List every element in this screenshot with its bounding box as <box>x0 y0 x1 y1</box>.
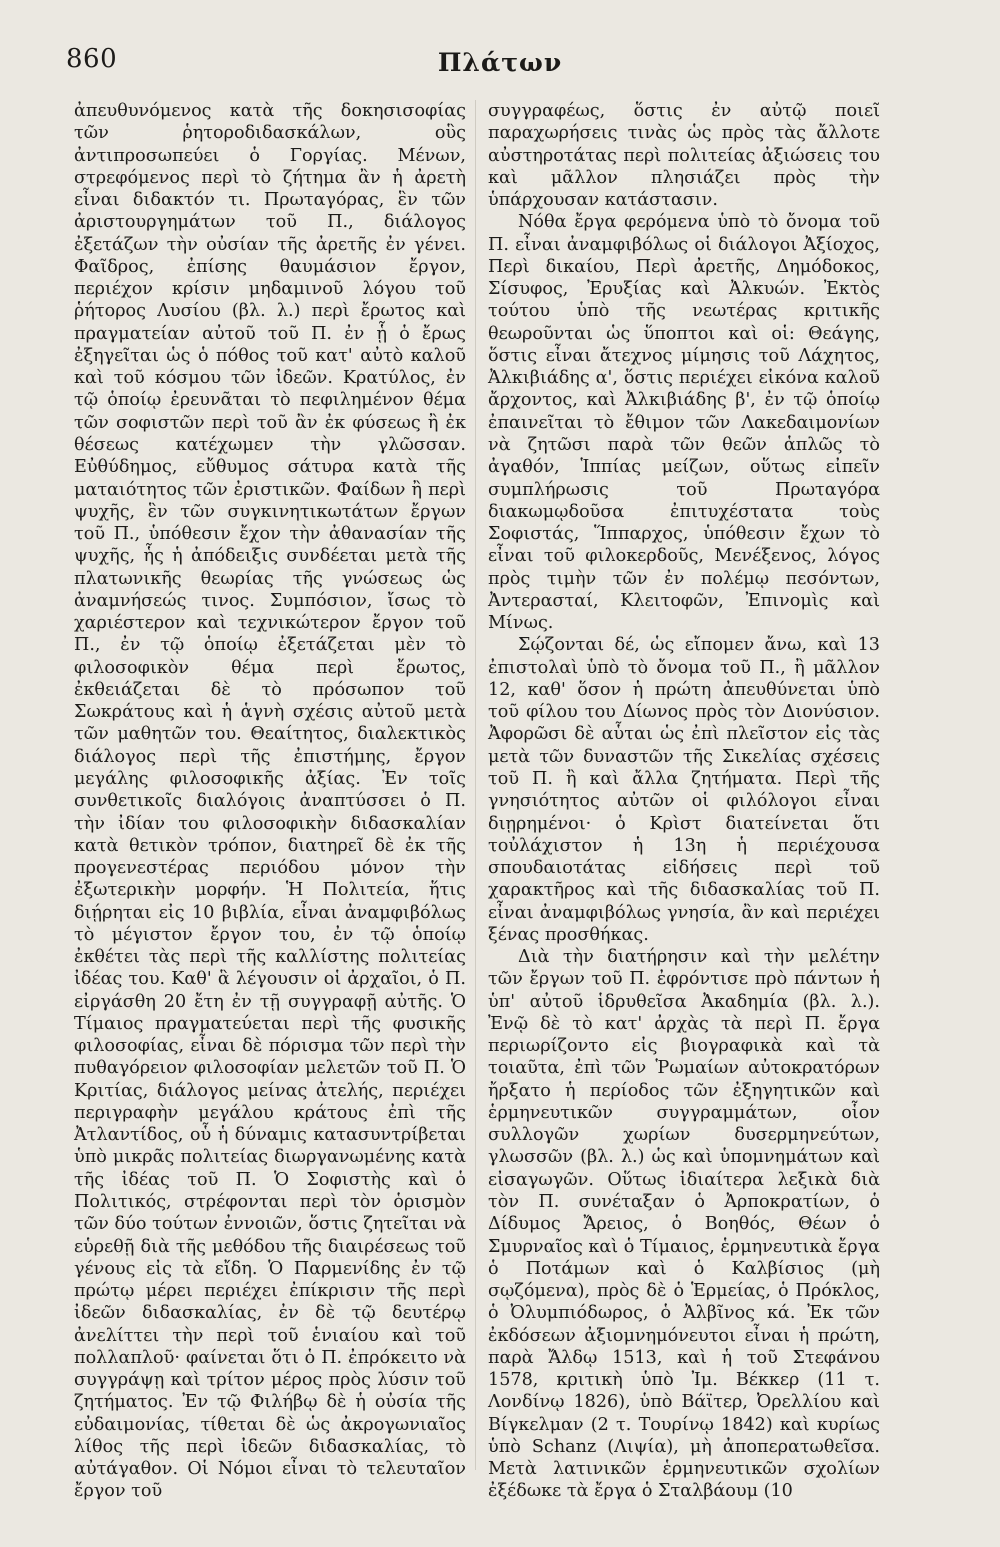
right-paragraph-2: Νόθα ἔργα φερόμενα ὑπὸ τὸ ὄνομα τοῦ Π. εἶναι ἀναμφιβόλως οἱ διάλογοι Ἀξίοχος, Περὶ δικαίου, Περὶ ἀρετῆς, Δημόδοκος, Σίσυφος, Ἐρυξίας καὶ Ἀλκυών. Ἐκτὸς τούτου ὑπὸ τῆς νεωτέρας κριτικῆς θεωροῦνται ὡς ὕποπτοι καὶ οἱ: Θεάγης, ὅστις εἶναι ἄτεχνος μίμησις τοῦ Λάχητος, Ἀλκιβιάδης α', ὅστις περιέχει εἰκόνα καλοῦ ἄρχοντος, καὶ Ἀλκιβιάδης β', ἐν τῷ ὁποίῳ ἐπαινεῖται τὸ ἔθιμον τῶν Λακεδαιμονίων νὰ ζητῶσι παρὰ τῶν θεῶν ἁπλῶς τὸ ἀγαθόν, Ἱππίας μείζων, οὕτως εἰπεῖν συμπλήρωσις τοῦ Πρωταγόρα διακωμῳδοῦσα ἐπιτυχέστατα τοὺς Σοφιστάς, Ἵππαρχος, ὑπόθεσιν ἔχων τὸ εἶναι τοῦ φιλοκερδοῦς, Μενέξενος, λόγος πρὸς τιμὴν τῶν ἐν πολέμῳ πεσόντων, Ἀντερασταί, Κλειτοφῶν, Ἐπινομὶς καὶ Μίνως. <box>488 212 880 634</box>
column-divider <box>475 100 476 1470</box>
right-paragraph-3: Σῴζονται δέ, ὡς εἴπομεν ἄνω, καὶ 13 ἐπιστολαὶ ὑπὸ τὸ ὄνομα τοῦ Π., ἢ μᾶλλον 12, καθ' ὅσον ἡ πρώτη ἀπευθύνεται ὑπὸ τοῦ φίλου του Δίωνος πρὸς τὸν Διονύσιον. Ἀφορῶσι δὲ αὗται ὡς ἐπὶ πλεῖστον εἰς τὰς μετὰ τῶν δυναστῶν τῆς Σικελίας σχέσεις τοῦ Π. ἢ καὶ ἄλλα ζητήματα. Περὶ τῆς γνησιότητος αὐτῶν οἱ φιλόλογοι εἶναι διῃρημένοι· ὁ Κρὶστ διατείνεται ὅτι τοὐλάχιστον ἡ 13η ἡ περιέχουσα σπουδαιοτάτας εἰδήσεις περὶ τοῦ χαρακτῆρος καὶ τῆς διδασκαλίας τοῦ Π. εἶναι ἀναμφιβόλως γνησία, ἂν καὶ περιέχει ξένας προσθήκας. <box>488 635 880 945</box>
right-paragraph-1: συγγραφέως, ὅστις ἐν αὐτῷ ποιεῖ παραχωρήσεις τινὰς ὡς πρὸς τὰς ἄλλοτε αὐστηροτάτας περὶ πολιτείας ἀξιώσεις του καὶ μᾶλλον πλησιάζει πρὸς τὴν ὑπάρχουσαν κατάστασιν. <box>488 101 880 211</box>
running-title: Πλάτων <box>437 48 563 77</box>
left-column <box>74 100 466 1503</box>
left-column-text: ἀπευθυνόμενος κατὰ τῆς δοκησισοφίας τῶν ῥητοροδιδασκάλων, οὓς ἀντιπροσωπεύει ὁ Γοργίας. Μένων, στρεφόμενος περὶ τὸ ζήτημα ἂν ἡ ἀρετὴ εἶναι διδακτόν τι. Πρωταγόρας, ἓν τῶν ἀριστουργημάτων τοῦ Π., διάλογος ἐξετάζων τὴν οὐσίαν τῆς ἀρετῆς ἐν γένει. Φαῖδρος, ἐπίσης θαυμάσιον ἔργον, περιέχον κρίσιν μηδαμινοῦ λόγου τοῦ ῥήτορος Λυσίου (βλ. λ.) περὶ ἔρωτος καὶ πραγματείαν αὐτοῦ τοῦ Π. ἐν ᾗ ὁ ἔρως ἐξηγεῖται ὡς ὁ πόθος τοῦ κατ' αὐτὸ καλοῦ καὶ τοῦ κόσμου τῶν ἰδεῶν. Κρατύλος, ἐν τῷ ὁποίῳ ἐρευνᾶται τὸ πεφιλημένον θέμα τῶν σοφιστῶν περὶ τοῦ ἂν ἐκ φύσεως ἢ ἐκ θέσεως κατέχωμεν τὴν γλῶσσαν. Εὐθύδημος, εὔθυμος σάτυρα κατὰ τῆς ματαιότητος τῶν ἐριστικῶν. Φαίδων ἢ περὶ ψυχῆς, ἓν τῶν συγκινητικωτάτων ἔργων τοῦ Π., ὑπόθεσιν ἔχον τὴν ἀθανασίαν τῆς ψυχῆς, ἧς ἡ ἀπόδειξις συνδέεται μετὰ τῆς πλατωνικῆς θεωρίας τῆς γνώσεως ὡς ἀναμνήσεώς τινος. Συμπόσιον, ἴσως τὸ χαριέστερον καὶ τεχνικώτερον ἔργον τοῦ Π., ἐν τῷ ὁποίῳ ἐξετάζεται μὲν τὸ φιλοσοφικὸν θέμα περὶ ἔρωτος, ἐκθειάζεται δὲ τὸ πρόσωπον τοῦ Σωκράτους καὶ ἡ ἁγνὴ σχέσις αὐτοῦ μετὰ τῶν μαθητῶν του. Θεαίτητος, διαλεκτικὸς διάλογος περὶ τῆς ἐπιστήμης, ἔργον μεγάλης φιλοσοφικῆς ἀξίας. Ἐν τοῖς συνθετικοῖς διαλόγοις ἀναπτύσσει ὁ Π. τὴν ἰδίαν του φιλοσοφικὴν διδασκαλίαν κατὰ θετικὸν τρόπον, διατηρεῖ δὲ ἐκ τῆς προγενεστέρας περιόδου μόνον τὴν ἐξωτερικὴν μορφήν. Ἡ Πολιτεία, ἥτις διῄρηται εἰς 10 βιβλία, εἶναι ἀναμφιβόλως τὸ μέγιστον ἔργον του, ἐν τῷ ὁποίῳ ἐκθέτει τὰς περὶ τῆς καλλίστης πολιτείας ἰδέας του. Καθ' ἃ λέγουσιν οἱ ἀρχαῖοι, ὁ Π. εἰργάσθη 20 ἔτη ἐν τῇ συγγραφῇ αὐτῆς. Ὁ Τίμαιος πραγματεύεται περὶ τῆς φυσικῆς φιλοσοφίας, εἶναι δὲ πόρισμα τῶν περὶ τὴν πυθαγόρειον φιλοσοφίαν μελετῶν τοῦ Π. Ὁ Κριτίας, διάλογος μείνας ἀτελής, περιέχει περιγραφὴν μεγάλου κράτους ἐπὶ τῆς Ἀτλαντίδος, οὗ ἡ δύναμις κατασυντρίβεται ὑπὸ μικρᾶς πολιτείας διωργανωμένης κατὰ τῆς ἰδέας τοῦ Π. Ὁ Σοφιστὴς καὶ ὁ Πολιτικός, στρέφονται περὶ τὸν ὁρισμὸν τῶν δύο τούτων ἐννοιῶν, ὅστις ζητεῖται νὰ εὑρεθῇ διὰ τῆς μεθόδου τῆς διαιρέσεως τοῦ γένους εἰς τὰ εἴδη. Ὁ Παρμενίδης ἐν τῷ πρώτῳ μέρει περιέχει ἐπίκρισιν τῆς περὶ ἰδεῶν διδασκαλίας, ἐν δὲ τῷ δευτέρῳ ἀνελίττει τὴν περὶ τοῦ ἑνιαίου καὶ τοῦ πολλαπλοῦ· φαίνεται ὅτι ὁ Π. ἐπρόκειτο νὰ συγγράψῃ καὶ τρίτον μέρος πρὸς λύσιν τοῦ ζητήματος. Ἐν τῷ Φιλήβῳ δὲ ἡ οὐσία τῆς εὐδαιμονίας, τίθεται δὲ ὡς ἀκρογωνιαῖος λίθος τῆς περὶ ἰδεῶν διδασκαλίας, τὸ αὐτάγαθον. Οἱ Νόμοι εἶναι τὸ τελευταῖον ἔργον τοῦ <box>74 101 466 1502</box>
right-paragraph-4: Διὰ τὴν διατήρησιν καὶ τὴν μελέτην τῶν ἔργων τοῦ Π. ἐφρόντισε πρὸ πάντων ἡ ὑπ' αὐτοῦ ἱδρυθεῖσα Ἀκαδημία (βλ. λ.). Ἐνῷ δὲ τὸ κατ' ἀρχὰς τὰ περὶ Π. ἔργα περιωρίζοντο εἰς βιογραφικὰ καὶ τὰ τοιαῦτα, ἐπὶ τῶν Ῥωμαίων αὐτοκρατόρων ἤρξατο ἡ περίοδος τῶν ἐξηγητικῶν καὶ ἑρμηνευτικῶν συγγραμμάτων, οἷον συλλογῶν χωρίων δυσερμηνεύτων, γλωσσῶν (βλ. λ.) ὡς καὶ ὑπομνημάτων καὶ εἰσαγωγῶν. Οὕτως ἰδιαίτερα λεξικὰ διὰ τὸν Π. συνέταξαν ὁ Ἀρποκρατίων, ὁ Δίδυμος Ἄρειος, ὁ Βοηθός, Θέων ὁ Σμυρναῖος καὶ ὁ Τίμαιος, ἑρμηνευτικὰ ἔργα ὁ Ποτάμων καὶ ὁ Καλβίσιος (μὴ σῳζόμενα), πρὸς δὲ ὁ Ἑρμείας, ὁ Πρόκλος, ὁ Ὀλυμπιόδωρος, ὁ Ἀλβῖνος κά. Ἐκ τῶν ἐκδόσεων ἀξιομνημόνευτοι εἶναι ἡ πρώτη, παρὰ Ἄλδῳ 1513, καὶ ἡ τοῦ Στεφάνου 1578, κριτικὴ ὑπὸ Ἰμ. Βέκκερ (11 τ. Λονδίνῳ 1826), ὑπὸ Βάϊτερ, Ὀρελλίου καὶ Βίγκελμαν (2 τ. Τουρίνῳ 1842) καὶ κυρίως ὑπὸ Schanz (Λιψία), μὴ ἀποπερατωθεῖσα. Μετὰ λατινικῶν ἑρμηνευτικῶν σχολίων ἐξέδωκε τὰ ἔργα ὁ Σταλβάουμ (10 <box>488 947 881 1502</box>
right-column <box>488 100 880 1503</box>
page-number: 860 <box>66 44 118 74</box>
